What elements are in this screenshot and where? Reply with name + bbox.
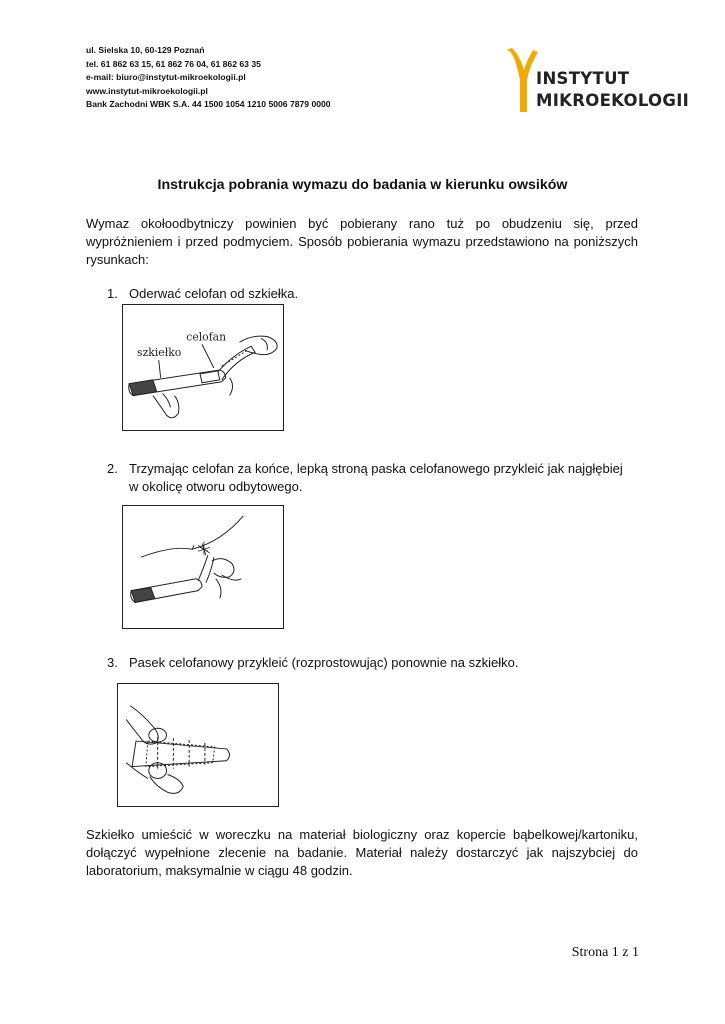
phone-line: tel. 61 862 63 15, 61 862 76 04, 61 862 63 35: [86, 58, 261, 69]
figure-3-reattach-cellophane: [117, 683, 279, 807]
logo-line-2: MIKROEKOLOGII: [536, 91, 690, 110]
label-cellophane: celofan: [186, 330, 227, 344]
bank-line: Bank Zachodni WBK S.A. 44 1500 1054 1210 5006 7879 0000: [86, 99, 331, 110]
step-3-number: 3.: [107, 655, 118, 670]
figure-2-illustration: [123, 506, 283, 628]
step-2-text: Trzymając celofan za końce, lepką stroną paska celofanowego przykleić jak najgłębiej: [129, 461, 623, 476]
closing-paragraph: Szkiełko umieścić w woreczku na materiał biologiczny oraz kopercie bąbelkowej/kartoniku, dołączyć wypełnione zlecenie na badanie. Materiał należy dostarczyć jak najszybciej do laboratorium, maksymalnie w ciągu 48 godzin.: [86, 827, 638, 878]
institute-logo: [502, 46, 712, 116]
page-number: Strona 1 z 1: [571, 945, 639, 960]
email-line: e-mail: biuro@instytut-mikroekologii.pl: [86, 72, 246, 83]
step-3-text: Pasek celofanowy przykleić (rozprostowując) ponownie na szkiełko.: [129, 655, 519, 670]
logo-line-1: INSTYTUT: [536, 69, 630, 88]
label-slide: szkiełko: [137, 346, 182, 360]
step-2-text-continued: w okolicę otworu odbytowego.: [129, 479, 303, 494]
address-line: ul. Sielska 10, 60-129 Poznań: [86, 45, 205, 55]
step-2: [107, 460, 623, 478]
figure-1-illustration: [123, 305, 283, 430]
contact-block: [86, 44, 331, 112]
step-1-text: Oderwać celofan od szkiełka.: [129, 286, 299, 301]
website-line: www.instytut-mikroekologii.pl: [86, 85, 208, 96]
step-1: [107, 285, 298, 303]
step-3: [107, 654, 518, 672]
intro-paragraph: Wymaz okołoodbytniczy powinien być pobierany rano tuż po obudzeniu się, przed wypróżnieniem i przed podmyciem. Sposób pobierania wymazu przedstawiono na poniższych rysunkach:: [86, 216, 638, 267]
step-2-number: 2.: [107, 461, 118, 476]
figure-1-peel-cellophane: [122, 304, 284, 431]
figure-3-illustration: [118, 684, 278, 806]
page-title: Instrukcja pobrania wymazu do badania w kierunku owsików: [157, 177, 568, 193]
figure-2-apply-cellophane: [122, 505, 284, 629]
step-1-number: 1.: [107, 286, 118, 301]
